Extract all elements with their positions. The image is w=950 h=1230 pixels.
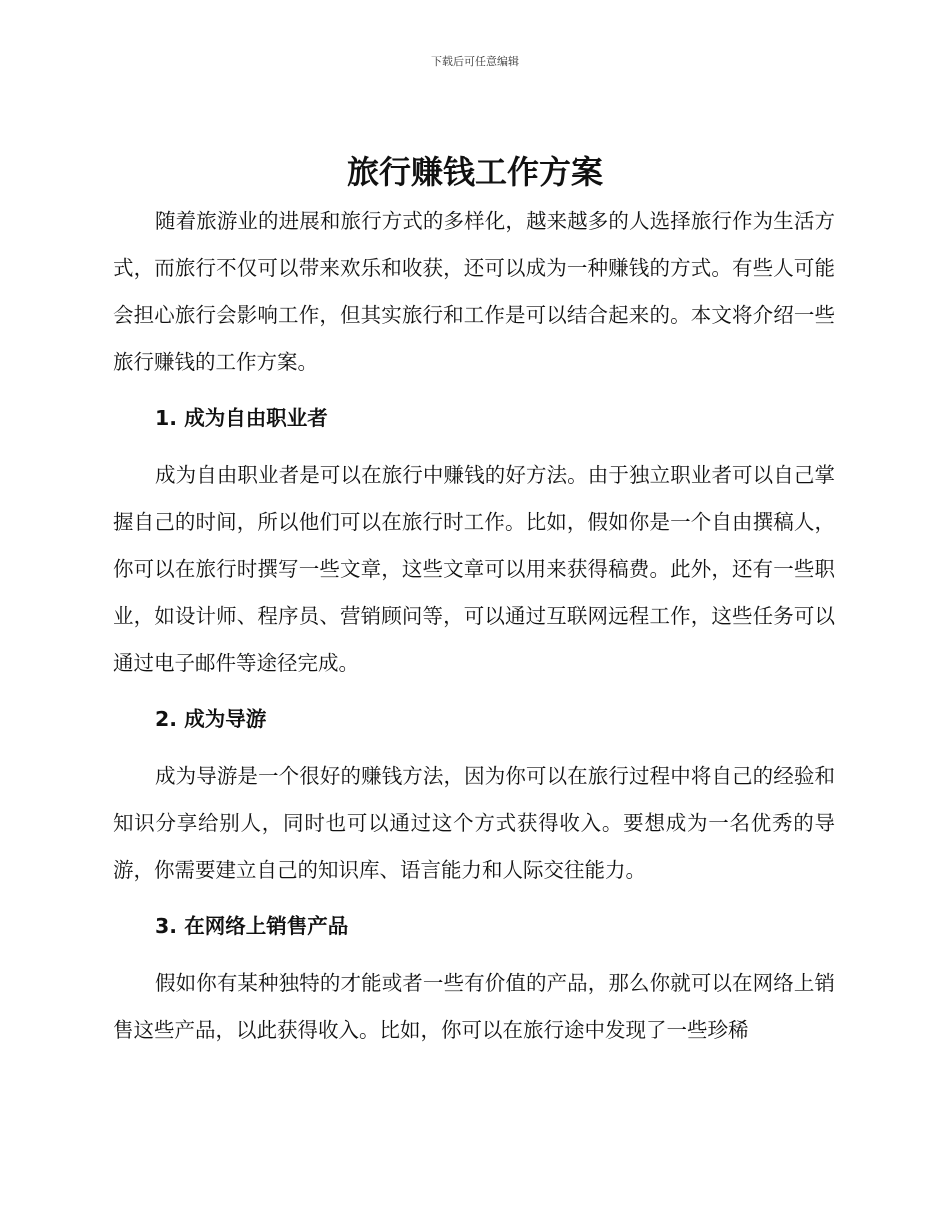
document-body [113,198,835,1054]
section-body-tour-guide: 成为导游是一个很好的赚钱方法，因为你可以在旅行过程中将自己的经验和知识分享给别人，同时也可以通过这个方式获得收入。要想成为一名优秀的导游，你需要建立自己的知识库、语言能力和人际交往能力。 [113,764,835,882]
section-body-online-sales: 假如你有某种独特的才能或者一些有价值的产品，那么你就可以在网络上销售这些产品，以此获得收入。比如，你可以在旅行途中发现了一些珍稀 [113,971,835,1042]
intro-paragraph: 随着旅游业的进展和旅行方式的多样化，越来越多的人选择旅行作为生活方式，而旅行不仅可以带来欢乐和收获，还可以成为一种赚钱的方式。有些人可能会担心旅行会影响工作，但其实旅行和工作是可以结合起来的。本文将介绍一些旅行赚钱的工作方案。 [113,209,835,374]
document-title: 旅行赚钱工作方案 [346,153,603,191]
header-note: 下载后可任意编辑 [431,55,519,68]
section-heading-freelancer: 1. 成为自由职业者 [155,406,328,430]
section-body-freelancer: 成为自由职业者是可以在旅行中赚钱的好方法。由于独立职业者可以自己掌握自己的时间，所以他们可以在旅行时工作。比如，假如你是一个自由撰稿人，你可以在旅行时撰写一些文章，这些文章可以用来获得稿费。此外，还有一些职业，如设计师、程序员、营销顾问等，可以通过互联网远程工作，这些任务可以通过电子邮件等途径完成。 [113,463,835,675]
section-heading-online-sales: 3. 在网络上销售产品 [155,914,349,938]
section-heading-tour-guide: 2. 成为导游 [155,707,267,731]
